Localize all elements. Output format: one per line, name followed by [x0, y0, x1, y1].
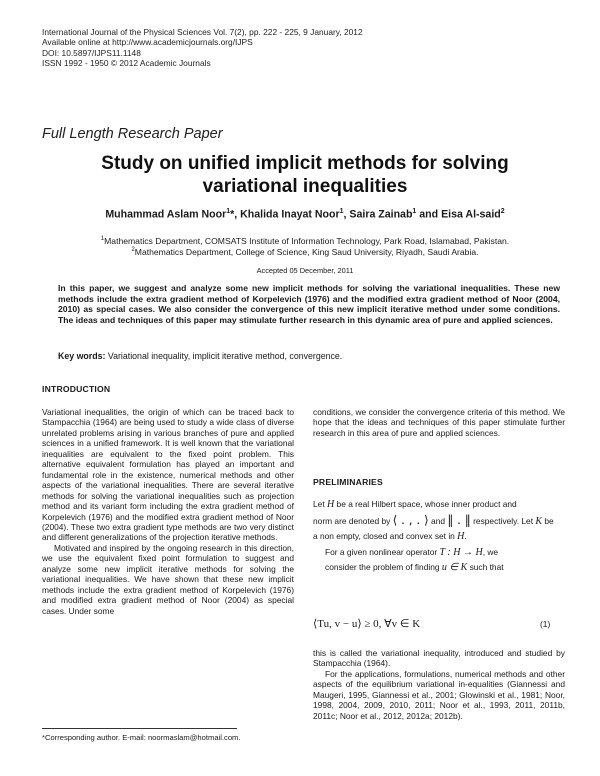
author-conjunction: and	[419, 208, 439, 221]
paper-type: Full Length Research Paper	[42, 126, 223, 142]
introduction-continued: conditions, we consider the convergence criteria of this method. We hope that the ideas and techniques of this paper stimulate further research in this area of pure and applied sciences.	[313, 407, 565, 438]
prelim-paragraph-2: For the applications, formulations, numerical methods and other aspects of the equilibrium variational in-equalities (Giannessi and Maugeri, 1995, Giannessi et al., 2001; Glowinski et al., 1981; Noor, 1998, 2004, 2009, 2010, 2011; Noor et al., 1993, 2011, 2011b, 2011c; Noor et al., 2012, 2012a; 2012b).	[313, 668, 565, 721]
prelim-line-1: Let H be a real Hilbert space, whose inner product and	[313, 499, 517, 510]
journal-issn: ISSN 1992 - 1950 © 2012 Academic Journals	[42, 58, 211, 69]
prelim-line-4: For a given nonlinear operator T : H → H, we	[325, 546, 499, 558]
journal-header	[42, 27, 363, 69]
author-name: Saira Zainab	[349, 208, 413, 221]
introduction-body	[42, 407, 294, 616]
prelim-paragraph-1: this is called the variational inequality, introduced and studied by Stampacchia (1964).	[313, 648, 565, 669]
prelim-line-5: consider the problem of finding u ∈ K such that	[325, 562, 504, 573]
corresponding-author-footnote: *Corresponding author. E-mail: noormaslam@hotmail.com.	[42, 733, 241, 742]
introduction-heading: INTRODUCTION	[42, 384, 111, 394]
math-u-in-K: u ∈ K	[441, 562, 468, 573]
abstract: In this paper, we suggest and analyze some new implicit methods for solving the variational inequalities. These new methods include the extra gradient method of Korpelevich (1976) and the modified extra gradient method of Noor (2004, 2010) as special cases. We also consider the convergence of this new implicit iterative method under some conditions. The ideas and techniques of this paper may stimulate further research in this dynamic area of pure and applied sciences.	[58, 283, 560, 325]
journal-url: Available online at http://www.academicjournals.org/IJPS	[42, 37, 253, 48]
author-affil-sup: 1	[412, 208, 417, 215]
paper-title	[40, 152, 570, 198]
affiliation-sup: 1	[100, 236, 105, 242]
preliminaries-heading: PRELIMINARIES	[313, 477, 383, 487]
affiliation-text: Mathematics Department, COMSATS Institute of Information Technology, Park Road, Islamabad, Pakistan.	[104, 235, 510, 246]
keywords-text: Variational inequality, implicit iterative method, convergence.	[107, 351, 343, 361]
equation-number: (1)	[540, 619, 551, 629]
corresponding-mark: *	[230, 208, 235, 221]
intro-paragraph-2: Motivated and inspired by the ongoing research in this direction, we use the equivalent fixed point formulation to suggest and analyze some new implicit iterative methods for solving the variational inequalities. We have shown that these new implicit methods include the extra gradient method of Korpelevich (1976) and modified extra gradient method of Noor (2004) as special cases. Under some	[42, 542, 294, 616]
affiliation-sup: 2	[131, 247, 135, 253]
equation-1: ⟨Tu, v − u⟩ ≥ 0, ∀v ∈ K	[313, 618, 421, 630]
affiliation-2	[40, 245, 570, 258]
intro-paragraph-1: Variational inequalities, the origin of which can be traced back to Stampacchia (1964) are being used to study a wide class of diverse unrelated problems arising in various branches of pure and applied sciences in a unified framework. It is well known that the variational inequalities are equivalent to the fixed point problem. This alternative equivalent formulation has played an important and fundamental role in the existence, numerical methods and other aspects of the variational inequalities. There are several iterative methods for solving the variational inequalities such as projection method and its variant form including the extra gradient method of Korpelevich (1976) and the modified extra gradient method of Noor (2004). These two extra gradient type methods are two very distinct and different generalizations of the projection iterative methods.	[42, 407, 294, 543]
author-name: Khalida Inayat Noor	[240, 208, 340, 221]
author-list: Muhammad Aslam Noor$^1$*, Khalida Inayat Noor$^1$, Saira Zainab$^1$ and Eisa Al-said$^2$	[105, 208, 505, 221]
author-affil-sup: 1	[339, 208, 344, 215]
math-H: H	[457, 531, 465, 542]
math-H: H	[326, 499, 335, 510]
accepted-date: Accepted 05 December, 2011	[256, 266, 354, 275]
inner-product-symbol: ⟨ . , . ⟩	[392, 512, 429, 527]
title-line-2: variational inequalities	[202, 176, 408, 197]
author-affil-sup: 2	[500, 208, 505, 215]
author-name: Eisa Al-said	[441, 208, 501, 221]
preliminaries-body	[313, 648, 565, 721]
prelim-line-2: norm are denoted by ⟨ . , . ⟩ and ‖ . ‖ respectively. Let K be	[313, 512, 554, 527]
norm-symbol: ‖ . ‖	[447, 512, 471, 527]
prelim-line-3: a non empty, closed and convex set in H.	[313, 531, 467, 542]
math-operator-T: T : H → H	[439, 546, 483, 558]
affiliation-text: Mathematics Department, College of Science, King Saud University, Riyadh, Saudi Arabia.	[134, 246, 479, 257]
footnote-divider	[42, 728, 237, 729]
journal-doi: DOI: 10.5897/IJPS11.1148	[42, 47, 141, 58]
journal-citation: International Journal of the Physical Sciences Vol. 7(2), pp. 222 - 225, 9 January, 2012	[42, 27, 363, 37]
author-name: Muhammad Aslam Noor	[105, 208, 227, 221]
keywords-label: Key words:	[58, 351, 106, 361]
title-line-1: Study on unified implicit methods for solving	[101, 153, 509, 174]
keywords	[58, 351, 560, 362]
math-K: K	[535, 515, 543, 527]
author-affil-sup: 1	[226, 208, 231, 215]
preliminaries-intro	[313, 498, 565, 577]
